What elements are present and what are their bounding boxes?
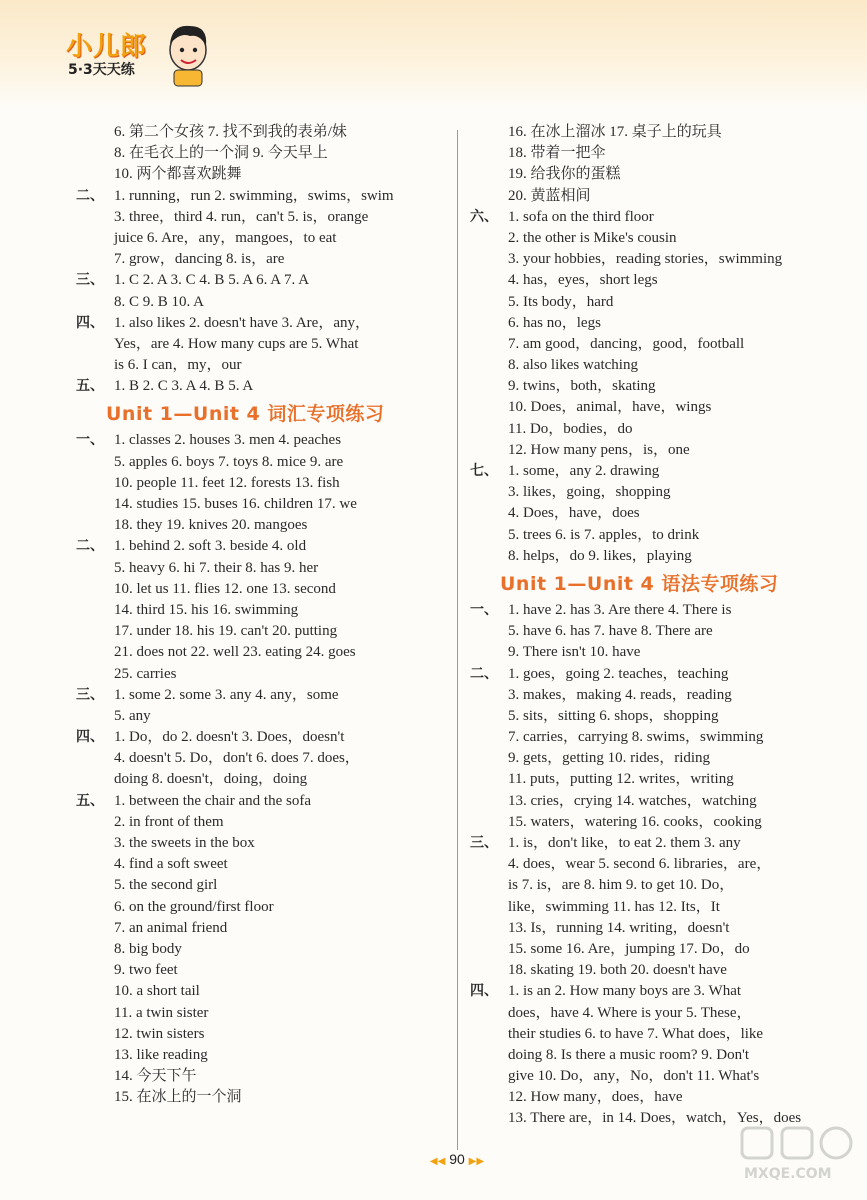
question-marker: 二、 [76, 538, 104, 555]
answer-line [76, 376, 448, 397]
answer-text: 6. has no，legs [508, 314, 601, 331]
question-marker: 三、 [76, 686, 104, 703]
answer-text: 13. Is，running 14. writing，doesn't [508, 919, 730, 936]
answer-line [76, 918, 448, 939]
answer-text: doing 8. doesn't，doing，doing [114, 771, 308, 788]
answer-line [76, 621, 448, 642]
answer-line [470, 228, 850, 249]
answer-text: 12. How many，does，have [508, 1089, 683, 1106]
question-marker: 二、 [76, 187, 104, 204]
answer-line [76, 334, 448, 355]
answer-text: 18. skating 19. both 20. doesn't have [508, 962, 727, 979]
answer-line [470, 461, 850, 482]
vocabulary-section-heading: Unit 1—Unit 4 词汇专项练习 [106, 403, 385, 426]
answer-line [76, 685, 448, 706]
answer-line [470, 164, 850, 185]
answer-text: 1. running，run 2. swimming，swims，swim [114, 187, 394, 204]
answer-line [470, 748, 850, 769]
answer-text: 4. Does，have，does [508, 505, 640, 522]
answer-text: 3. makes，making 4. reads，reading [508, 686, 732, 703]
answer-line [470, 706, 850, 727]
answer-line [470, 355, 850, 376]
answer-text: 7. an animal friend [114, 919, 228, 936]
answer-text: 15. some 16. Are，jumping 17. Do，do [508, 940, 750, 957]
answer-line [76, 664, 448, 685]
answer-text: 4. doesn't 5. Do，don't 6. does 7. does， [114, 750, 360, 767]
prev-arrow-icon: ◀◀ [429, 1156, 446, 1167]
question-marker: 四、 [76, 729, 104, 746]
answer-text: 10. 两个都喜欢跳舞 [114, 166, 242, 183]
answer-line [470, 503, 850, 524]
answer-line [76, 600, 448, 621]
answer-line [76, 769, 448, 790]
answer-line [76, 143, 448, 164]
answer-text: 7. am good，dancing，good，football [508, 335, 745, 352]
answer-text: 6. 第二个女孩 7. 找不到我的表弟/妹 [114, 124, 347, 140]
answer-text: 5. heavy 6. hi 7. their 8. has 9. her [114, 559, 319, 576]
answer-text: 25. carries [114, 665, 177, 682]
answer-text: 3. the sweets in the box [114, 835, 255, 851]
answer-line [76, 1003, 448, 1024]
answer-line [470, 270, 850, 291]
answer-text: 11. puts，putting 12. writes，writing [508, 771, 734, 788]
brand-title: 小儿郎 [66, 32, 148, 62]
answer-text: 14. studies 15. buses 16. children 17. we [114, 496, 357, 512]
answer-text: 3. three，third 4. run，can't 5. is，orange [114, 208, 369, 225]
answer-line [470, 1003, 850, 1024]
answer-line [470, 143, 850, 164]
answer-text: 8. 在毛衣上的一个洞 9. 今天早上 [114, 145, 328, 162]
answer-line [470, 249, 850, 270]
answer-text: Yes，are 4. How many cups are 5. What [114, 335, 359, 352]
page-number-text: 90 [449, 1151, 465, 1167]
answer-text: 4. does，wear 5. second 6. libraries，are， [508, 856, 772, 873]
question-marker: 五、 [76, 378, 104, 395]
answer-line [76, 1045, 448, 1066]
answer-text: 3. likes，going，shopping [508, 484, 671, 501]
answer-line [470, 621, 850, 642]
answer-line [470, 918, 850, 939]
answer-text: like，swimming 11. has 12. Its，It [508, 898, 720, 915]
boy-mascot-icon [160, 18, 216, 88]
answer-line [470, 1087, 850, 1108]
grammar-section-heading: Unit 1—Unit 4 语法专项练习 [500, 572, 779, 595]
answer-text: is 6. I can，my，our [114, 357, 242, 374]
answer-line [470, 376, 850, 397]
answer-text: 1. is an 2. How many boys are 3. What [508, 983, 742, 1000]
answer-text: 1. between the chair and the sofa [114, 792, 311, 809]
page-number [402, 1151, 512, 1171]
answer-text: 12. twin sisters [114, 1025, 205, 1042]
answer-line [470, 854, 850, 875]
answer-line [76, 833, 448, 854]
answer-line [76, 430, 448, 451]
answer-line [76, 355, 448, 376]
answer-text: 9. two feet [114, 962, 178, 979]
answer-line [76, 207, 448, 228]
answer-text: 19. 给我你的蛋糕 [508, 166, 621, 183]
answer-text: 9. gets，getting 10. rides，riding [508, 750, 711, 767]
answer-line [76, 515, 448, 536]
answer-text: 1. behind 2. soft 3. beside 4. old [114, 538, 307, 555]
answer-text: 9. There isn't 10. have [508, 644, 641, 661]
question-marker: 一、 [76, 432, 104, 449]
question-marker: 四、 [470, 983, 498, 1000]
answer-line [470, 419, 850, 440]
answer-line [76, 939, 448, 960]
answer-line [470, 313, 850, 334]
answer-line [470, 546, 850, 567]
answer-text: 1. Do，do 2. doesn't 3. Does，doesn't [114, 729, 345, 746]
answer-line [76, 1024, 448, 1045]
answer-text: 14. third 15. his 16. swimming [114, 601, 299, 618]
answer-text: 8. helps，do 9. likes，playing [508, 547, 692, 564]
answer-line [470, 292, 850, 313]
watermark-logo-icon [738, 1122, 858, 1166]
answer-text: 9. twins，both，skating [508, 378, 656, 395]
brand-subtitle: 5·3天天练 [68, 62, 135, 78]
answer-text: 1. some 2. some 3. any 4. any，some [114, 686, 339, 703]
answer-line [76, 164, 448, 185]
answer-text: 5. apples 6. boys 7. toys 8. mice 9. are [114, 453, 344, 470]
answer-text: 10. Does，animal，have，wings [508, 399, 712, 416]
answer-text: 7. carries，carrying 8. swims，swimming [508, 729, 764, 746]
answer-line [76, 536, 448, 557]
answer-line [470, 812, 850, 833]
column-divider [457, 130, 458, 1150]
answer-text: give 10. Do，any，No，don't 11. What's [508, 1068, 760, 1085]
answer-line [76, 875, 448, 896]
answer-line [76, 706, 448, 727]
question-marker: 六、 [470, 208, 498, 225]
answer-text: 1. is，don't like，to eat 2. them 3. any [508, 835, 741, 851]
answer-line [76, 228, 448, 249]
left-column [76, 122, 448, 1108]
answer-line [76, 981, 448, 1002]
answer-text: 18. they 19. knives 20. mangoes [114, 517, 308, 534]
answer-line [470, 1045, 850, 1066]
answer-text: their studies 6. to have 7. What does，like [508, 1025, 764, 1042]
answer-text: 15. 在冰上的一个洞 [114, 1089, 242, 1106]
answer-line [470, 642, 850, 663]
answer-line [470, 600, 850, 621]
answer-line [470, 939, 850, 960]
answer-line [470, 664, 850, 685]
answer-text: 17. under 18. his 19. can't 20. putting [114, 623, 338, 640]
next-arrow-icon: ▶▶ [468, 1156, 485, 1167]
answer-text: 13. There are，in 14. Does，watch，Yes，does [508, 1110, 802, 1127]
answer-line [470, 122, 850, 143]
watermark [738, 1122, 858, 1194]
answer-text: 1. C 2. A 3. C 4. B 5. A 6. A 7. A [114, 272, 310, 289]
answer-line [470, 791, 850, 812]
answer-text: 1. B 2. C 3. A 4. B 5. A [114, 378, 254, 395]
answer-text: 8. big body [114, 940, 182, 957]
answer-line [470, 960, 850, 981]
answer-text: juice 6. Are，any，mangoes，to eat [114, 229, 337, 246]
answer-line [76, 452, 448, 473]
answer-line [76, 313, 448, 334]
answer-line [470, 525, 850, 546]
answer-text: 12. How many pens，is，one [508, 441, 690, 458]
answer-text: 5. any [114, 707, 151, 724]
answer-text: 1. also likes 2. doesn't have 3. Are，any， [114, 314, 370, 331]
answer-text: 15. waters，watering 16. cooks，cooking [508, 813, 762, 830]
answer-text: 8. C 9. B 10. A [114, 293, 205, 310]
answer-text: 11. a twin sister [114, 1004, 209, 1021]
answer-text: 18. 带着一把伞 [508, 145, 606, 162]
answer-text: 1. sofa on the third floor [508, 208, 654, 225]
answer-line [76, 249, 448, 270]
answer-line [76, 642, 448, 663]
answer-line [470, 685, 850, 706]
answer-line [470, 769, 850, 790]
answer-text: 5. have 6. has 7. have 8. There are [508, 623, 713, 640]
answer-line [470, 397, 850, 418]
answer-text: 1. goes，going 2. teaches，teaching [508, 665, 729, 682]
answer-text: 10. people 11. feet 12. forests 13. fish [114, 474, 340, 491]
answer-text: 13. like reading [114, 1046, 208, 1063]
answer-line [76, 812, 448, 833]
answer-text: 21. does not 22. well 23. eating 24. goes [114, 644, 356, 661]
answer-text: is 7. is，are 8. him 9. to get 10. Do， [508, 877, 735, 894]
answer-line [76, 748, 448, 769]
answer-line [76, 960, 448, 981]
watermark-text: MXQE.COM [744, 1166, 832, 1182]
answer-line [76, 1066, 448, 1087]
answer-text: 5. Its body，hard [508, 293, 614, 310]
answer-line [470, 1066, 850, 1087]
answer-line [470, 440, 850, 461]
answer-line [76, 494, 448, 515]
answer-text: 5. trees 6. is 7. apples，to drink [508, 526, 700, 543]
answer-text: 5. the second girl [114, 877, 218, 894]
answer-text: 10. a short tail [114, 983, 200, 1000]
brand-logo [64, 26, 224, 96]
answer-text: 2. the other is Mike's cousin [508, 229, 677, 246]
answer-text: 4. find a soft sweet [114, 856, 228, 873]
answer-line [76, 473, 448, 494]
answer-line [470, 334, 850, 355]
answer-text: doing 8. Is there a music room? 9. Don't [508, 1046, 749, 1063]
question-marker: 二、 [470, 665, 498, 682]
answer-text: 8. also likes watching [508, 357, 638, 374]
answer-line [76, 1087, 448, 1108]
answer-text: 5. sits，sitting 6. shops，shopping [508, 707, 719, 724]
answer-line [76, 292, 448, 313]
answer-line [470, 875, 850, 896]
answer-text: 13. cries，crying 14. watches，watching [508, 792, 757, 809]
question-marker: 五、 [76, 792, 104, 809]
question-marker: 七、 [470, 463, 498, 479]
question-marker: 三、 [76, 272, 104, 289]
answer-text: 10. let us 11. flies 12. one 13. second [114, 580, 336, 597]
right-column [470, 122, 850, 1130]
answer-line [76, 122, 448, 143]
answer-text: does，have 4. Where is your 5. These， [508, 1004, 752, 1021]
answer-text: 1. classes 2. houses 3. men 4. peaches [114, 432, 342, 449]
answer-line [470, 482, 850, 503]
answer-line [470, 897, 850, 918]
answer-text: 2. in front of them [114, 813, 224, 830]
answer-line [76, 270, 448, 291]
answer-text: 6. on the ground/first floor [114, 898, 274, 915]
answer-text: 16. 在冰上溜冰 17. 桌子上的玩具 [508, 124, 722, 140]
answer-line [76, 579, 448, 600]
answer-line [76, 558, 448, 579]
answer-line [470, 207, 850, 228]
answer-text: 7. grow，dancing 8. is，are [114, 251, 285, 268]
answer-line [76, 854, 448, 875]
answer-text: 11. Do，bodies，do [508, 420, 633, 437]
answer-line [470, 727, 850, 748]
answer-text: 3. your hobbies，reading stories，swimming [508, 251, 783, 268]
answer-line [470, 1024, 850, 1045]
answer-line [470, 833, 850, 854]
answer-text: 1. some，any 2. drawing [508, 463, 660, 479]
answer-line [76, 897, 448, 918]
answer-line [76, 791, 448, 812]
question-marker: 一、 [470, 601, 498, 618]
answer-text: 20. 黄蓝相间 [508, 187, 591, 204]
question-marker: 三、 [470, 835, 498, 851]
answer-line [76, 186, 448, 207]
answer-line [76, 727, 448, 748]
answer-text: 1. have 2. has 3. Are there 4. There is [508, 601, 732, 618]
answer-line [470, 186, 850, 207]
answer-line [470, 981, 850, 1002]
answer-text: 14. 今天下午 [114, 1068, 197, 1085]
answer-text: 4. has，eyes，short legs [508, 272, 658, 289]
question-marker: 四、 [76, 314, 104, 331]
